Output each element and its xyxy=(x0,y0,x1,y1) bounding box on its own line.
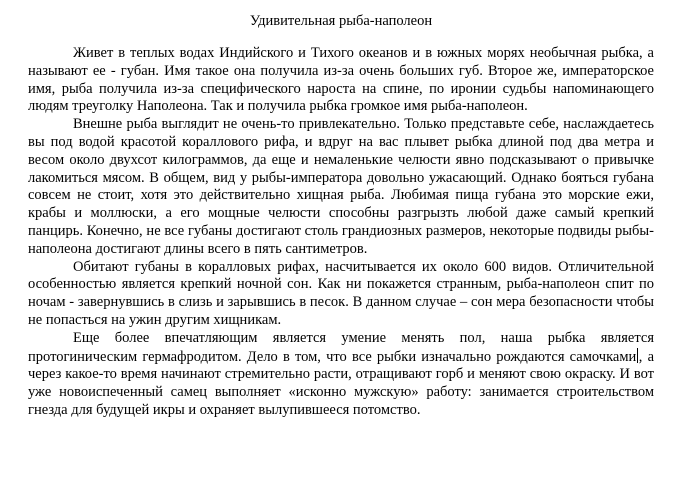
paragraph-3: Обитают губаны в коралловых рифах, насчитывается их около 600 видов. Отличительной особенностью является крепкий ночной сон. Как ни покажется странным, рыба-наполеон спит по ночам - завернувшись в слизь и зарывшись в песок. В данном случае – сон мера безопасности чтобы не попасться на ужин другим хищникам. xyxy=(28,258,654,328)
paragraph-4[interactable] xyxy=(28,330,654,420)
document-title: Удивительная рыба-наполеон xyxy=(249,13,433,29)
paragraph-2: Внешне рыба выглядит не очень-то привлекательно. Только представьте себе, наслаждаетесь вы под водой красотой кораллового рифа, и вдруг на вас плывет рыбка длиной под два метра и весом около двухсот килограммов, да еще и немаленькие челюсти явно подсказывают о привычке лакомиться мясом. В общем, вид у рыбы-императора довольно ужасающий. Однако бояться губана совсем не стоит, хотя это действительно хищная рыба. Любимая пища губана это морские ежи, крабы и моллюски, а его мощные челюсти способны разгрызть любой даже самый крепкий панцирь. Конечно, не все губаны достигают столь грандиозных размеров, некоторые подвиды рыбы-наполеона достигают длины всего в пять сантиметров. xyxy=(28,116,654,257)
paragraph-4-text-before-caret: Еще более впечатляющим является умение менять пол, наша рыбка является протогиническим гермафродитом. Дело в том, что все рыбки изначально рождаются самочками xyxy=(28,329,654,365)
paragraph-1: Живет в теплых водах Индийского и Тихого океанов и в южных морях необычная рыбка, а называют ее - губан. Имя такое она получила из-за очень больших губ. Второе же, императорское имя, рыба получила из-за специфического нароста на спине, по иронии судьбы напоминающего людям треуголку Наполеона. Так и получила рыбка громкое имя рыба-наполеон. xyxy=(28,45,654,115)
paragraph-4-text-after-caret: , а через какое-то время начинают стремительно расти, отращивают горб и меняют свою окраску. И вот уже новоиспеченный самец выполняет «исконно мужскую» работу: занимается строительством гнезда для будущей икры и охраняет вылупившееся потомство. xyxy=(28,348,654,418)
